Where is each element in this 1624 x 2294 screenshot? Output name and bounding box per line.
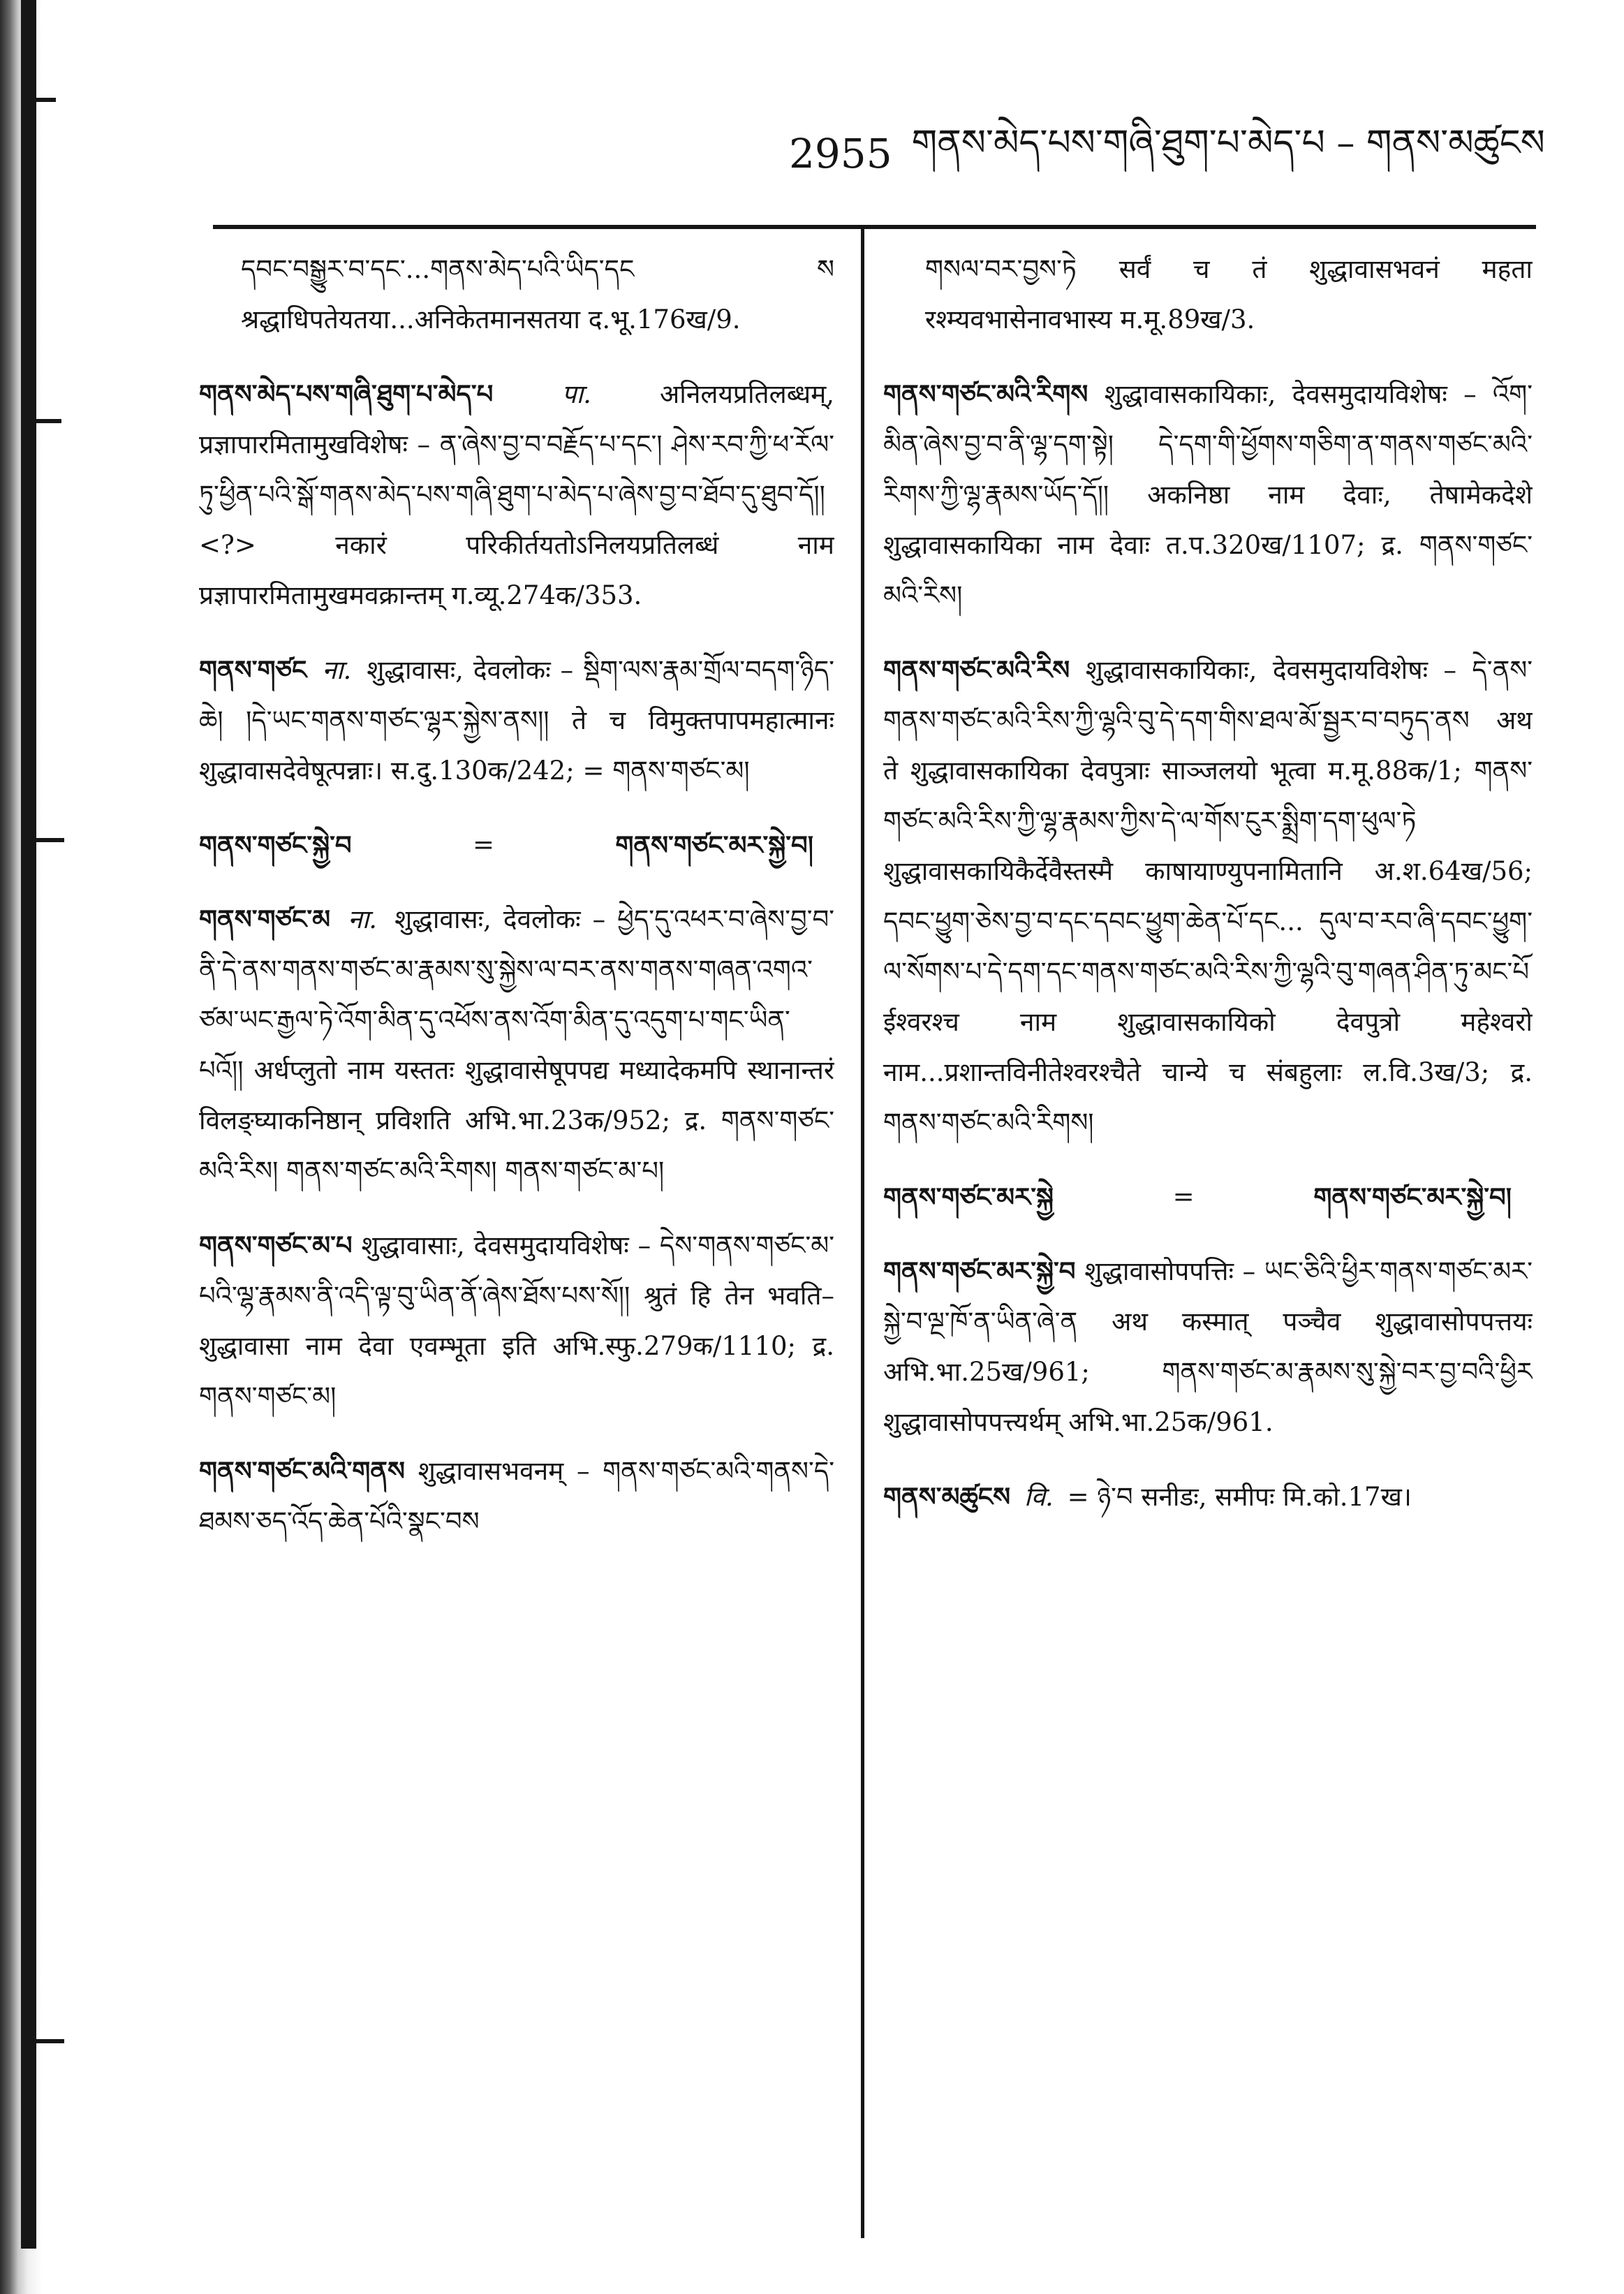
- entry-headword: གནས་གཙང: [199, 654, 307, 685]
- entry-headword: གནས་མཚུངས: [883, 1481, 1011, 1512]
- entry-headword: གནས་གཙང་མ་པ: [199, 1230, 353, 1260]
- dictionary-entry: [199, 1220, 834, 1422]
- book-spine: [21, 0, 36, 2249]
- dictionary-entry: [199, 894, 834, 1196]
- spine-mark: [36, 2039, 64, 2043]
- entry-body: शुद्धावासाः, देवसमुदायविशेषः – དེས་གནས་གཙང་མ་པའི་ལྷ་རྣམས་ནི་འདི་ལྟ་བུ་ཡིན་ནོ་ཞེས་ཐོས་པས་སོ།། श्रुतं हि तेन भवति–शुद्धावासा नाम देवा एवम्भूता इति अभि.स्फु.279क/1110; द्र. གནས་གཙང་མ།: [199, 1230, 834, 1411]
- dictionary-entry: [883, 369, 1533, 621]
- dictionary-entry: [883, 1246, 1533, 1448]
- dictionary-entry: [883, 645, 1533, 1148]
- entry-headword: གནས་གཙང་སྐྱེ་བ: [199, 830, 352, 860]
- page-number: 2955: [789, 130, 892, 177]
- grammar-tag: वि.: [1024, 1482, 1054, 1512]
- entry-headword: གནས་གཙང་མར་སྐྱེ་བ: [883, 1256, 1076, 1286]
- entry-headword: གནས་གཙང་མའི་རིས: [883, 654, 1070, 685]
- right-column: [883, 244, 1533, 2256]
- entry-body: གསལ་བར་བྱས་ཏེ सर्वं च तं शुद्धावासभवनं महता रश्म्यवभासेनावभास्य म.मू.89ख/3.: [925, 254, 1533, 334]
- entry-headword: གནས་གཙང་མ: [199, 904, 331, 934]
- cross-reference-target: གནས་གཙང་མར་སྐྱེ་བ།: [615, 830, 813, 860]
- grammar-tag: ना.: [348, 904, 378, 934]
- entry-body: शुद्धावासः, देवलोकः – སྡིག་ལས་རྣམ་གྲོལ་བདག་ཉིད་ཆེ། །དེ་ཡང་གནས་གཙང་ལྷར་སྐྱེས་ནས།། ते च विमुक्तपापमहात्मानः शुद्धावासदेवेषूत्पन्नाः। स.दु.130क/242; = གནས་གཙང་མ།: [199, 655, 834, 786]
- column-divider: [861, 227, 864, 2238]
- header-rule: [213, 225, 1536, 229]
- entry-headword: གནས་གཙང་མར་སྐྱེ: [883, 1182, 1054, 1212]
- header-entry-range: གནས་མེད་པས་གཞི་ཐུག་པ་མེད་པ – གནས་མཚུངས: [911, 122, 1545, 164]
- entry-body: शुद्धावासकायिकाः, देवसमुदायविशेषः – འོག་མིན་ཞེས་བྱ་བ་ནི་ལྷ་དག་སྟེ། དེ་དག་གི་ཕྱོགས་གཅིག་ན་གནས་གཙང་མའི་རིགས་ཀྱི་ལྷ་རྣམས་ཡོད་དོ།། अकनिष्ठा नाम देवाः, तेषामेकदेशे शुद्धावासकायिका नाम देवाः त.प.320ख/1107; द्र. གནས་གཙང་མའི་རིས།: [883, 379, 1533, 610]
- dictionary-entry: [883, 244, 1533, 345]
- entry-body: = ཉེ་བ सनीडः, समीपः मि.को.17ख।: [1067, 1482, 1412, 1512]
- equals-sign: =: [1172, 1182, 1195, 1212]
- left-column: [199, 244, 834, 2256]
- entry-headword: གནས་གཙང་མའི་གནས: [199, 1455, 405, 1486]
- entry-body: अनिलयप्रतिलब्धम्, प्रज्ञापारमितामुखविशेषः – ན་ཞེས་བྱ་བ་བརྗོད་པ་དང་། ཤེས་རབ་ཀྱི་ཕ་རོལ་ཏུ་ཕྱིན་པའི་སྒོ་གནས་མེད་པས་གཞི་ཐུག་པ་མེད་པ་ཞེས་བྱ་བ་ཐོབ་དུ་ཐུབ་དོ།། <?> नकारं परिकीर्तयतोऽनिलयप्रतिलब्धं नाम प्रज्ञापारमितामुखमवक्रान्तम् ग.व्यू.274क/353.: [199, 379, 834, 610]
- entry-body: དབང་བསྒྱུར་བ་དང་...གནས་མེད་པའི་ཡིད་དང ས श्रद्धाधिपतेयतया...अनिकेतमानसतया द.भू.176ख/9.: [241, 254, 834, 334]
- grammar-tag: पा.: [561, 379, 591, 409]
- page-header: [789, 122, 1545, 185]
- entry-headword: གནས་གཙང་མའི་རིགས: [883, 378, 1088, 409]
- entry-body: शुद्धावासोपपत्तिः – ཡང་ཅིའི་ཕྱིར་གནས་གཙང་མར་སྐྱེ་བ་ལྔ་ཁོ་ན་ཡིན་ཞེ་ན अथ कस्मात् पञ्चैव शुद्धावासोपपत्तयः अभि.भा.25ख/961; གནས་གཙང་མ་རྣམས་སུ་སྐྱེ་བར་བྱ་བའི་ཕྱིར शुद्धावासोपपत्त्यर्थम् अभि.भा.25क/961.: [883, 1256, 1533, 1437]
- equals-sign: =: [472, 830, 494, 860]
- cross-reference-target: གནས་གཙང་མར་སྐྱེ་བ།: [1313, 1182, 1512, 1212]
- entry-headword: གནས་མེད་པས་གཞི་ཐུག་པ་མེད་པ: [199, 378, 494, 409]
- dictionary-entry: [199, 369, 834, 621]
- spine-mark: [36, 838, 64, 842]
- dictionary-entry: [199, 244, 834, 345]
- spine-mark: [36, 98, 56, 102]
- dictionary-entry: [883, 1471, 1533, 1522]
- dictionary-entry: [199, 1446, 834, 1547]
- entry-body: शुद्धावासकायिकाः, देवसमुदायविशेषः – དེ་ནས་གནས་གཙང་མའི་རིས་ཀྱི་ལྷའི་བུ་དེ་དག་གིས་ཐལ་མོ་སྦྱར་བ་བཏུད་ནས अथ ते शुद्धावासकायिका देवपुत्राः साञ्जलयो भूत्वा म.मू.88क/1; གནས་གཙང་མའི་རིས་ཀྱི་ལྷ་རྣམས་ཀྱིས་དེ་ལ་གོས་ངུར་སྨྲིག་དག་ཕུལ་ཏེ शुद्धावासकायिकैर्देवैस्तस्मै काषायाण्युपनामितानि अ.श.64ख/56; དབང་ཕྱུག་ཅེས་བྱ་བ་དང་དབང་ཕྱུག་ཆེན་པོ་དང... དུལ་བ་རབ་ཞི་དབང་ཕྱུག་ལ་སོགས་པ་དེ་དག་དང་གནས་གཙང་མའི་རིས་ཀྱི་ལྷའི་བུ་གཞན་ཤིན་ཏུ་མང་པོ ईश्वरश्च नाम शुद्धावासकायिको देवपुत्रो महेश्वरो नाम...प्रशान्तविनीतेश्वरश्चैते चान्ये च संबहुलाः ल.वि.3ख/3; द्र. གནས་གཙང་མའི་རིགས།: [883, 655, 1533, 1138]
- entry-body: शुद्धावासभवनम् – གནས་གཙང་མའི་གནས་དེ་ཐམས་ཅད་འོད་ཆེན་པོའི་སྣང་བས: [199, 1456, 834, 1536]
- grammar-tag: ना.: [322, 655, 352, 685]
- cross-reference-entry: [883, 1172, 1533, 1222]
- dictionary-entry: [199, 645, 834, 796]
- cross-reference-entry: [199, 820, 834, 870]
- spine-mark: [36, 419, 61, 423]
- entry-body: शुद्धावासः, देवलोकः – ཕྱེད་དུ་འཕར་བ་ཞེས་བྱ་བ་ནི་དེ་ནས་གནས་གཙང་མ་རྣམས་སུ་སྐྱེས་ལ་བར་ནས་གནས་གཞན་འགའ་ཙམ་ཡང་རྒྱལ་ཏེ་འོག་མིན་དུ་འཕོས་ནས་འོག་མིན་དུ་འདུག་པ་གང་ཡིན་པའོ།། अर्धप्लुतो नाम यस्ततः शुद्धावासेषूपपद्य मध्यादेकमपि स्थानान्तरं विलङ्घ्याकनिष्ठान् प्रविशति अभि.भा.23क/952; द्र. གནས་གཙང་མའི་རིས། གནས་གཙང་མའི་རིགས། གནས་གཙང་མ་པ།: [199, 904, 834, 1186]
